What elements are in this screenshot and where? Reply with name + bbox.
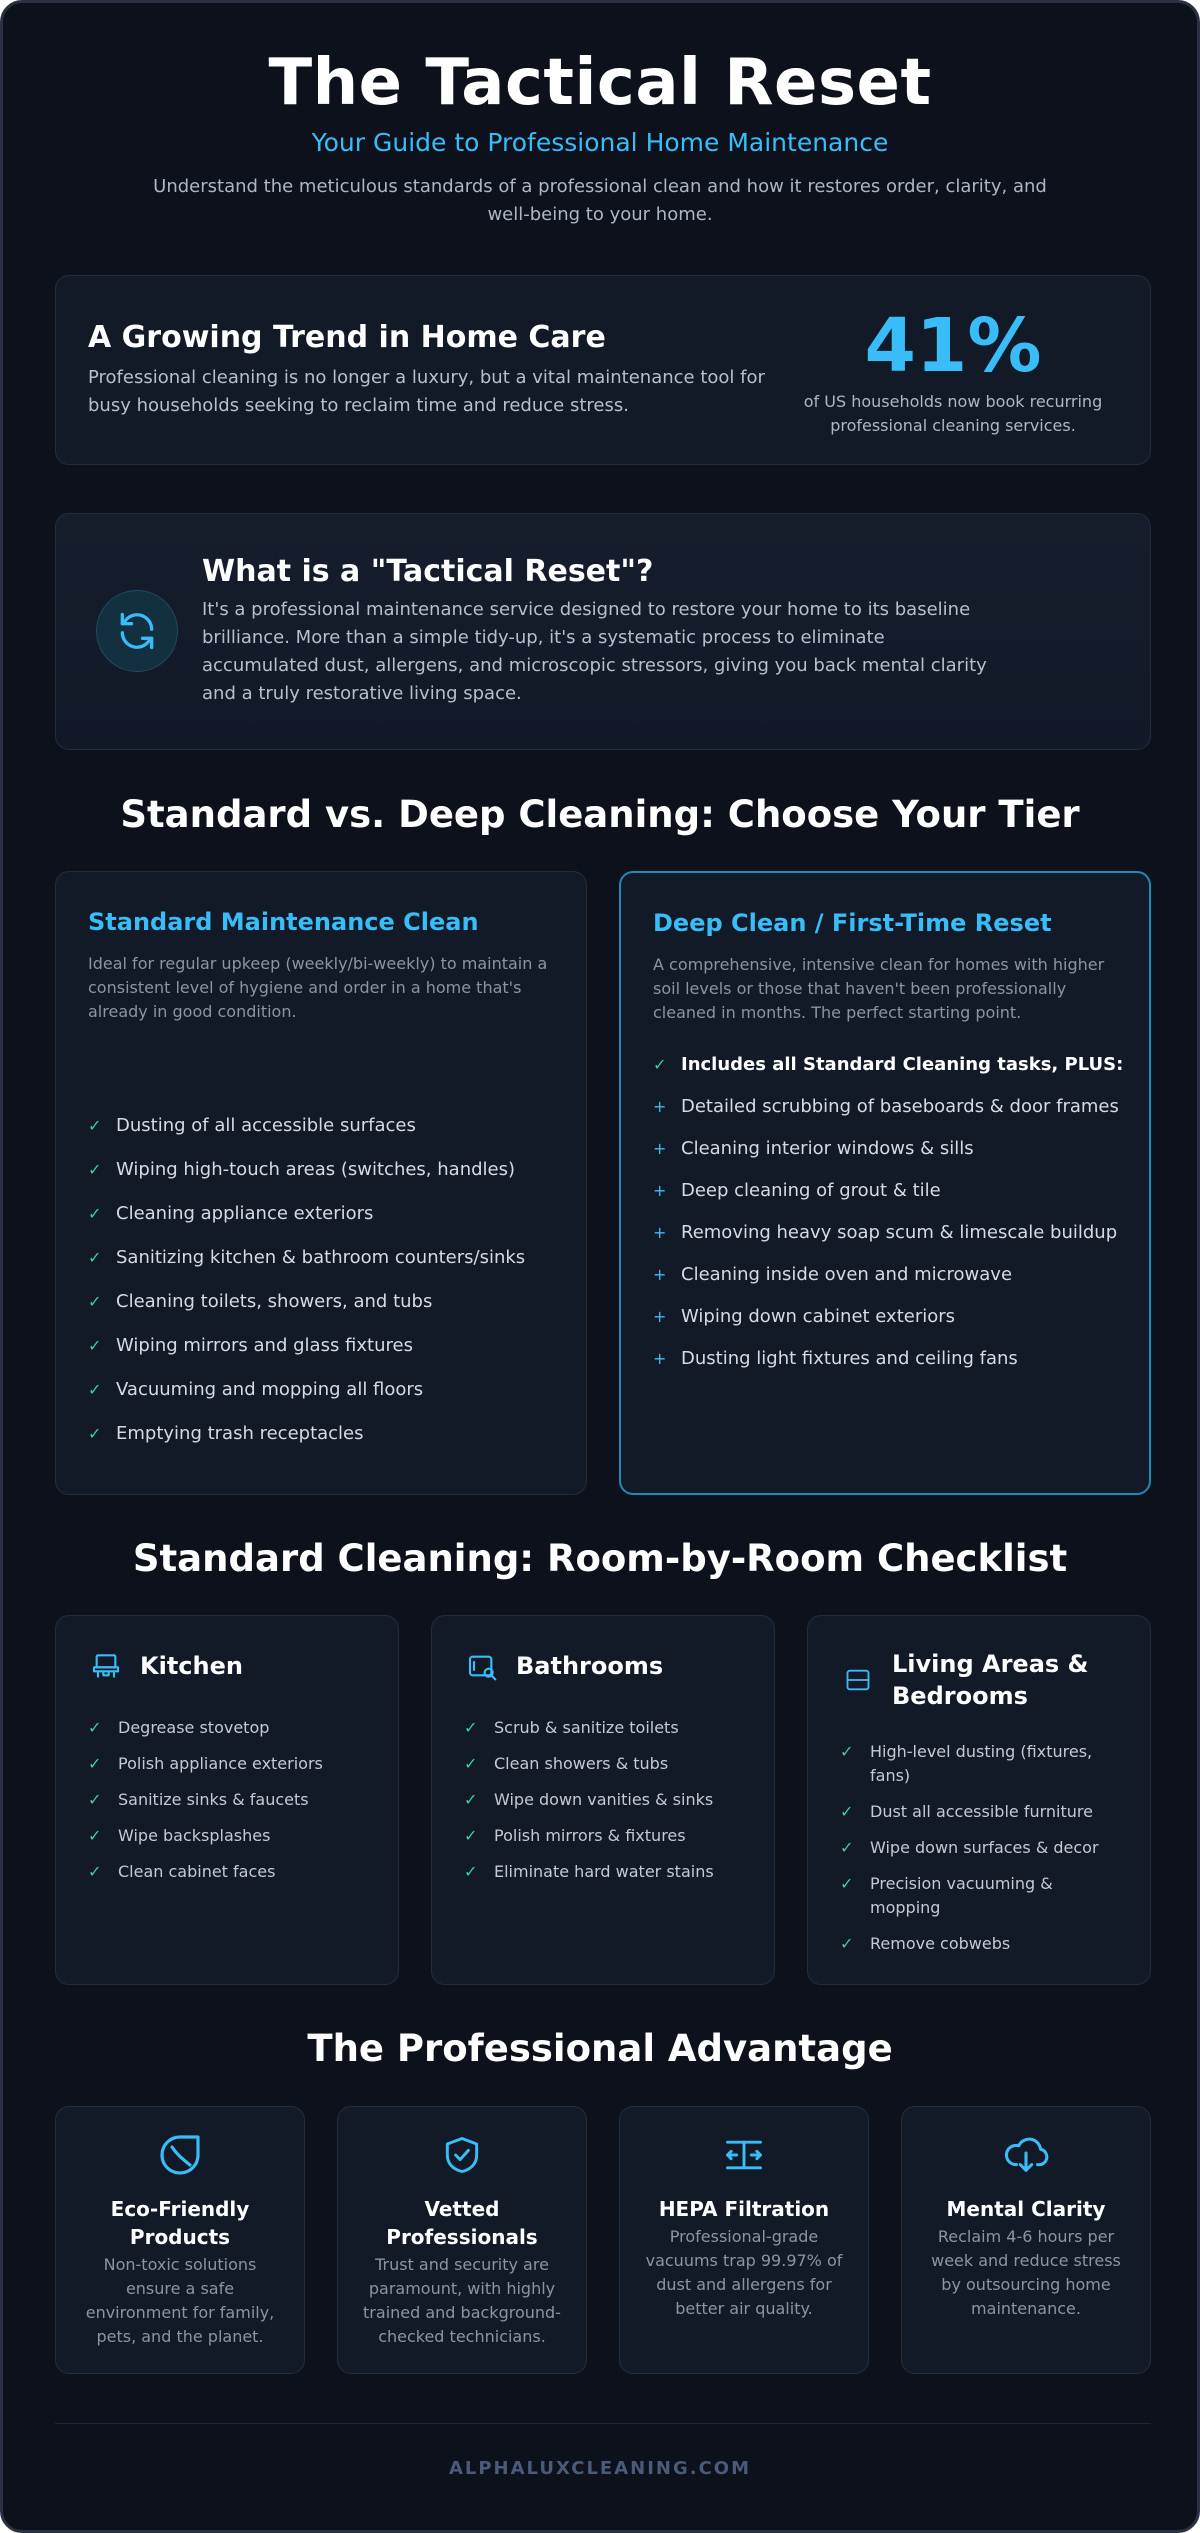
list-item: ✓ Cleaning toilets, showers, and tubs <box>88 1288 563 1316</box>
check-icon: ✓ <box>88 1862 102 1881</box>
list-item: + Removing heavy soap scum & limescale buildup <box>653 1219 1128 1247</box>
list-item: + Wiping down cabinet exteriors <box>653 1303 1128 1331</box>
refresh-icon <box>96 590 178 672</box>
stat-caption: of US households now book recurring professional cleaning services. <box>803 392 1103 435</box>
shield-check-icon <box>338 2131 586 2179</box>
check-icon: ✓ <box>88 1424 102 1443</box>
plus-icon: + <box>653 1265 667 1284</box>
check-icon: ✓ <box>88 1116 102 1135</box>
page-subtitle: Your Guide to Professional Home Maintenance <box>311 128 889 157</box>
plus-icon: + <box>653 1097 667 1116</box>
list-item: ✓ Dusting of all accessible surfaces <box>88 1112 563 1140</box>
list-item: ✓ Polish appliance exteriors <box>88 1752 374 1776</box>
list-item: ✓ Vacuuming and mopping all floors <box>88 1376 563 1404</box>
check-icon: ✓ <box>88 1292 102 1311</box>
check-icon: ✓ <box>464 1718 478 1737</box>
advantage-card-eco <box>55 2106 305 2374</box>
check-icon: ✓ <box>88 1826 102 1845</box>
list-item: ✓ Wiping mirrors and glass fixtures <box>88 1332 563 1360</box>
room-checklist <box>464 1716 750 1896</box>
check-icon: ✓ <box>653 1055 667 1074</box>
list-item: ✓ Clean showers & tubs <box>464 1752 750 1776</box>
advantage-card-hepa <box>619 2106 869 2374</box>
advantage-text: Trust and security are paramount, with highly trained and background-checked technicians. <box>363 2255 561 2346</box>
room-checklist <box>88 1716 374 1896</box>
stat-value: 41% <box>864 303 1042 389</box>
tiers-section-title: Standard vs. Deep Cleaning: Choose Your Tier <box>120 793 1080 836</box>
advantage-text: Reclaim 4-6 hours per week and reduce stress by outsourcing home maintenance. <box>931 2227 1121 2318</box>
list-item: ✓ Sanitize sinks & faucets <box>88 1788 374 1812</box>
check-icon: ✓ <box>840 1802 854 1821</box>
advantage-title: Vetted Professionals <box>386 2197 538 2249</box>
advantage-title: Eco-Friendly Products <box>110 2197 250 2249</box>
rooms-section-title: Standard Cleaning: Room-by-Room Checklist <box>132 1537 1068 1580</box>
check-icon: ✓ <box>464 1790 478 1809</box>
list-item: + Cleaning interior windows & sills <box>653 1135 1128 1163</box>
whatis-text: It's a professional maintenance service designed to restore your home to its baseline brilliance. More than a simple tidy-up, it's a systematic process to eliminate accumulated dust, allergens, and microscopic stressors, giving you back mental clarity and a truly restorative living space. <box>202 599 987 704</box>
header <box>3 43 1197 229</box>
plus-icon: + <box>653 1223 667 1242</box>
check-icon: ✓ <box>88 1380 102 1399</box>
plus-icon: + <box>653 1307 667 1326</box>
advantage-card-vetted <box>337 2106 587 2374</box>
room-header <box>88 1648 378 1684</box>
check-icon: ✓ <box>88 1160 102 1179</box>
intro-text: Understand the meticulous standards of a professional clean and how it restores order, clarity, and well-being to your home. <box>153 176 1047 225</box>
check-icon: ✓ <box>88 1790 102 1809</box>
stove-icon <box>88 1648 124 1684</box>
check-icon: ✓ <box>464 1754 478 1773</box>
stat-block <box>798 304 1108 438</box>
list-item: ✓ Wipe down surfaces & decor <box>840 1836 1126 1860</box>
list-item: ✓ Dust all accessible furniture <box>840 1800 1126 1824</box>
trend-text: Professional cleaning is no longer a luxury, but a vital maintenance tool for busy households seeking to reclaim time and reduce stress. <box>88 367 765 416</box>
list-item: ✓ Polish mirrors & fixtures <box>464 1824 750 1848</box>
standard-tier-title: Standard Maintenance Clean <box>88 908 479 936</box>
footer-link[interactable]: ALPHALUXCLEANING.COM <box>448 2458 752 2479</box>
list-item: ✓ Clean cabinet faces <box>88 1860 374 1884</box>
deep-tier-card <box>619 871 1151 1495</box>
check-icon: ✓ <box>88 1718 102 1737</box>
check-icon: ✓ <box>88 1204 102 1223</box>
deep-tier-lead: ✓ Includes all Standard Cleaning tasks, PLUS: <box>653 1051 1128 1079</box>
list-item: ✓ Wiping high-touch areas (switches, handles) <box>88 1156 563 1184</box>
bath-search-icon <box>464 1648 500 1684</box>
room-card-bathrooms <box>431 1615 775 1985</box>
list-item: + Deep cleaning of grout & tile <box>653 1177 1128 1205</box>
deep-tier-list <box>653 1051 1128 1387</box>
standard-tier-list <box>88 1112 563 1464</box>
list-item: + Detailed scrubbing of baseboards & door frames <box>653 1093 1128 1121</box>
whatis-title: What is a "Tactical Reset"? <box>202 554 654 589</box>
room-card-living <box>807 1615 1151 1985</box>
check-icon: ✓ <box>840 1742 854 1761</box>
check-icon: ✓ <box>840 1838 854 1857</box>
deep-tier-title: Deep Clean / First-Time Reset <box>653 909 1052 937</box>
list-item: ✓ Degrease stovetop <box>88 1716 374 1740</box>
list-item: ✓ Eliminate hard water stains <box>464 1860 750 1884</box>
advantage-text: Professional-grade vacuums trap 99.97% of dust and allergens for better air quality. <box>645 2227 843 2318</box>
room-title: Kitchen <box>140 1652 243 1680</box>
cloud-download-icon <box>902 2131 1150 2179</box>
layout-icon <box>840 1662 876 1698</box>
advantage-title: HEPA Filtration <box>658 2197 830 2221</box>
deep-tier-description: A comprehensive, intensive clean for homes with higher soil levels or those that haven't been professionally cleaned in months. The perfect starting point. <box>653 955 1105 1022</box>
advantage-card-clarity <box>901 2106 1151 2374</box>
list-item: ✓ Wipe down vanities & sinks <box>464 1788 750 1812</box>
plus-icon: + <box>653 1349 667 1368</box>
leaf-icon <box>56 2131 304 2179</box>
list-item: ✓ Emptying trash receptacles <box>88 1420 563 1448</box>
room-checklist <box>840 1740 1126 1968</box>
room-header <box>840 1648 1130 1712</box>
check-icon: ✓ <box>840 1874 854 1893</box>
list-item: ✓ Precision vacuuming & mopping <box>840 1874 1053 1917</box>
page-title: The Tactical Reset <box>268 46 932 120</box>
advantage-text: Non-toxic solutions ensure a safe environment for family, pets, and the planet. <box>85 2255 275 2346</box>
check-icon: ✓ <box>464 1826 478 1845</box>
check-icon: ✓ <box>840 1934 854 1953</box>
plus-icon: + <box>653 1139 667 1158</box>
whatis-card <box>55 513 1151 750</box>
check-icon: ✓ <box>88 1754 102 1773</box>
list-item: + Cleaning inside oven and microwave <box>653 1261 1128 1289</box>
advantages-section-title: The Professional Advantage <box>307 2027 893 2070</box>
standard-tier-description: Ideal for regular upkeep (weekly/bi-weekly) to maintain a consistent level of hygiene and order in a home that's already in good condition. <box>88 954 548 1021</box>
footer-divider <box>55 2423 1151 2424</box>
plus-icon: + <box>653 1181 667 1200</box>
filter-icon <box>620 2131 868 2179</box>
check-icon: ✓ <box>88 1248 102 1267</box>
list-item: ✓ Scrub & sanitize toilets <box>464 1716 750 1740</box>
advantage-title: Mental Clarity <box>946 2197 1106 2221</box>
check-icon: ✓ <box>88 1336 102 1355</box>
check-icon: ✓ <box>464 1862 478 1881</box>
trend-card <box>55 275 1151 465</box>
room-title: Bathrooms <box>516 1652 664 1680</box>
standard-tier-card <box>55 871 587 1495</box>
trend-title: A Growing Trend in Home Care <box>88 320 606 355</box>
list-item: ✓ Wipe backsplashes <box>88 1824 374 1848</box>
list-item: ✓ Sanitizing kitchen & bathroom counters/sinks <box>88 1244 563 1272</box>
room-header <box>464 1648 754 1684</box>
room-card-kitchen <box>55 1615 399 1985</box>
list-item: ✓ Cleaning appliance exteriors <box>88 1200 563 1228</box>
list-item: + Dusting light fixtures and ceiling fans <box>653 1345 1128 1373</box>
room-title: Living Areas & Bedrooms <box>892 1650 1089 1710</box>
list-item: ✓ High-level dusting (fixtures, fans) <box>840 1742 1093 1785</box>
list-item: ✓ Remove cobwebs <box>840 1932 1126 1956</box>
